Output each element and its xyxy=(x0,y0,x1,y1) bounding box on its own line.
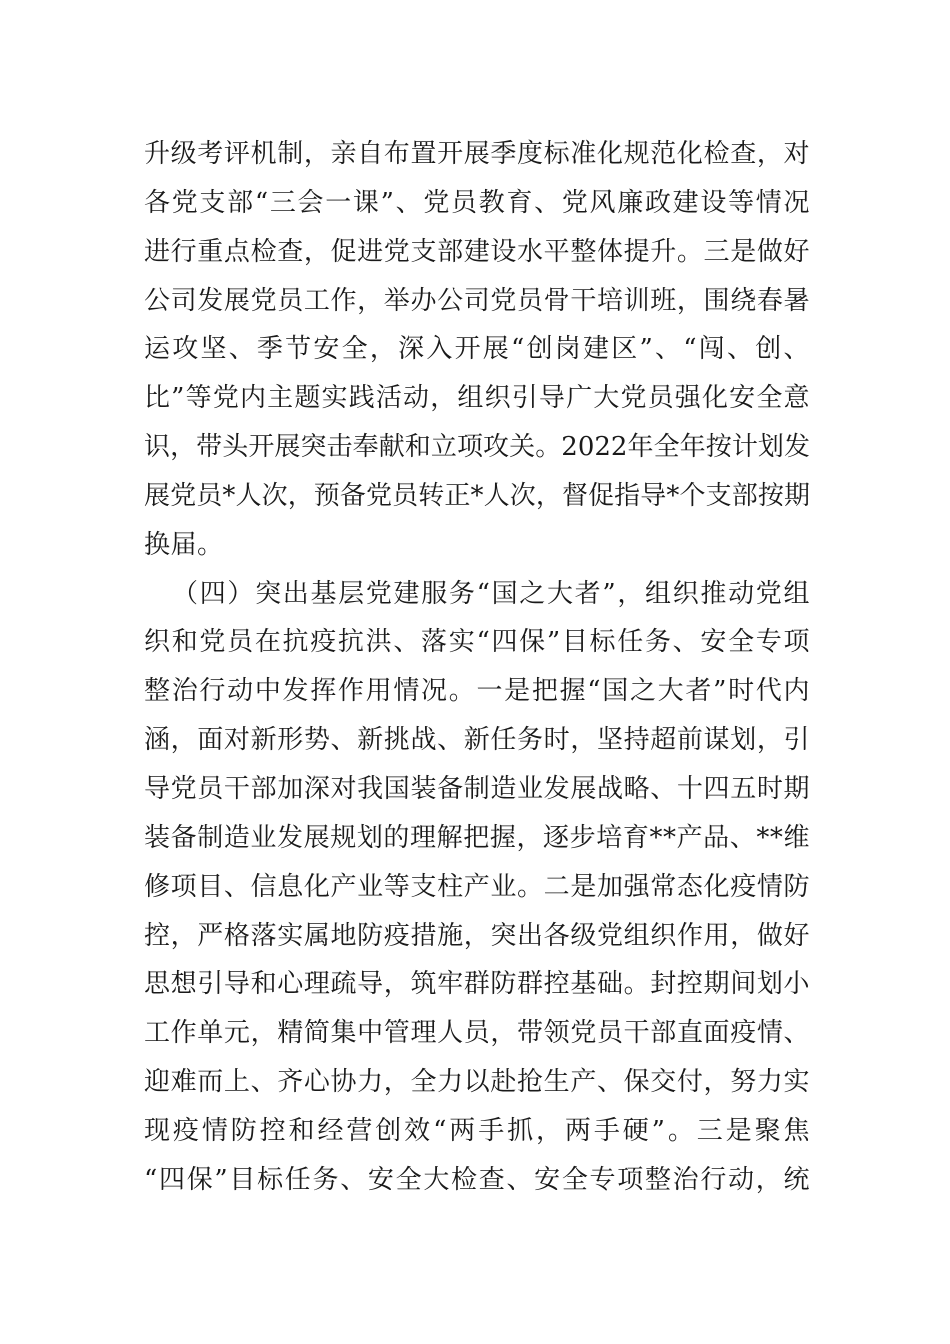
text-line: 修项目、信息化产业等支柱产业。二是加强常态化疫情防 xyxy=(144,871,810,902)
text-line: 展党员*人次，预备党员转正*人次，督促指导*个支部按期 xyxy=(144,480,810,511)
text-line: 工作单元，精简集中管理人员，带领党员干部直面疫情、 xyxy=(144,1018,810,1049)
text-line: 各党支部“三会一课”、党员教育、党风廉政建设等情况 xyxy=(144,187,810,218)
text-line: 织和党员在抗疫抗洪、落实“四保”目标任务、安全专项 xyxy=(144,627,810,658)
text-line: 现疫情防控和经营创效“两手抓，两手硬”。三是聚焦 xyxy=(144,1115,810,1146)
text-line: 识，带头开展突击奉献和立项攻关。2022年全年按计划发 xyxy=(144,432,810,463)
text-line: 思想引导和心理疏导，筑牢群防群控基础。封控期间划小 xyxy=(144,969,810,1000)
text-line: 运攻坚、季节安全，深入开展“创岗建区”、“闯、创、 xyxy=(144,334,810,365)
text-line: 进行重点检查，促进党支部建设水平整体提升。三是做好 xyxy=(144,236,810,267)
text-line: 迎难而上、齐心协力，全力以赴抢生产、保交付，努力实 xyxy=(144,1067,810,1098)
text-line: “四保”目标任务、安全大检查、安全专项整治行动，统 xyxy=(144,1164,810,1195)
text-line: 导党员干部加深对我国装备制造业发展战略、十四五时期 xyxy=(144,773,810,804)
text-line: 控，严格落实属地防疫措施，突出各级党组织作用，做好 xyxy=(144,920,810,951)
text-line: 装备制造业发展规划的理解把握，逐步培育**产品、**维 xyxy=(144,822,810,853)
text-line: 升级考评机制，亲自布置开展季度标准化规范化检查，对 xyxy=(144,139,810,169)
text-line: 涵，面对新形势、新挑战、新任务时，坚持超前谋划，引 xyxy=(144,725,810,756)
text-line: （四）突出基层党建服务“国之大者”，组织推动党组 xyxy=(172,578,810,609)
body-text xyxy=(144,130,810,1205)
text-line: 公司发展党员工作，举办公司党员骨干培训班，围绕春暑 xyxy=(144,285,810,316)
text-line: 比”等党内主题实践活动，组织引导广大党员强化安全意 xyxy=(144,383,810,414)
text-line: 换届。 xyxy=(144,529,224,560)
text-line: 整治行动中发挥作用情况。一是把握“国之大者”时代内 xyxy=(144,676,810,707)
